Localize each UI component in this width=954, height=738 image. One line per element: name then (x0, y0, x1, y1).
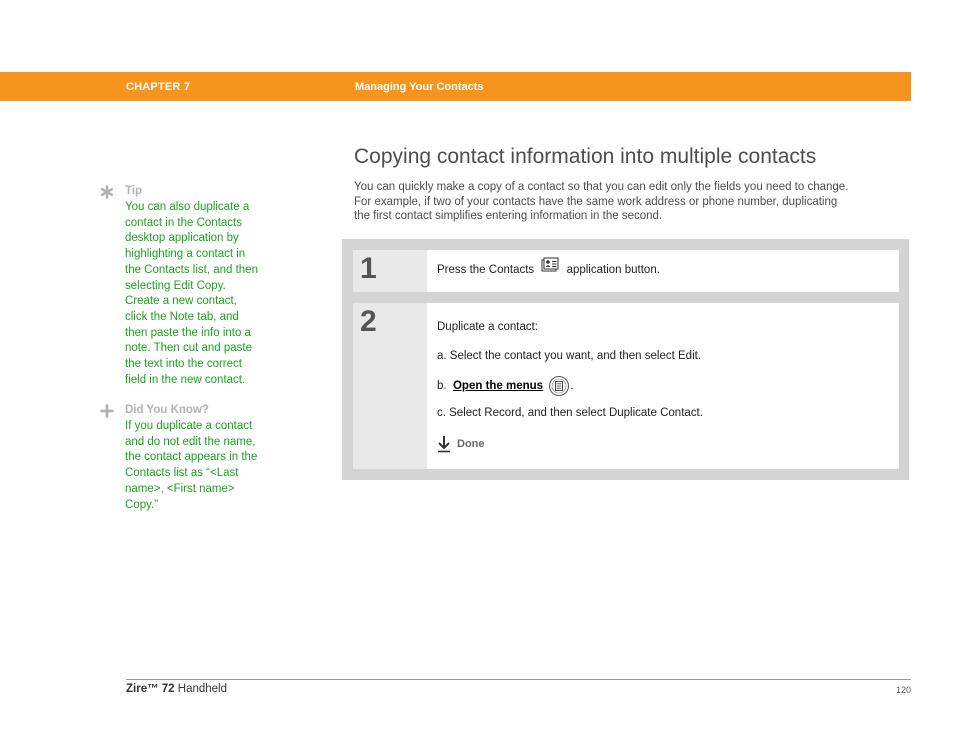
step-1-text (437, 264, 660, 276)
did-you-know-heading: Did You Know? (125, 404, 209, 416)
did-you-know-body (125, 419, 275, 513)
asterisk-icon (100, 185, 114, 199)
tip-body (125, 200, 275, 388)
step-2-sub-b-suffix: . (570, 380, 574, 393)
section-title: Managing Your Contacts (355, 81, 484, 93)
tip-line: Create a new contact, (125, 295, 237, 308)
step-number-cell (353, 303, 427, 469)
intro-line: For example, if two of your contacts have the same work address or phone number, duplicating (354, 195, 838, 208)
tip-line: the Contacts list, and then (125, 263, 258, 276)
did-you-know-line: name>, <First name> (125, 482, 235, 495)
intro-paragraph (354, 180, 910, 224)
step-number-cell (353, 250, 427, 292)
did-you-know-line: Copy.” (125, 498, 159, 511)
tip-line: desktop application by (125, 232, 239, 245)
step-1-text-after: application button. (566, 264, 660, 276)
step-2-sub-c: c. Select Record, and then select Duplicate Contact. (437, 407, 703, 419)
page-number: 120 (895, 685, 911, 695)
did-you-know-line: If you duplicate a contact (125, 420, 253, 432)
did-you-know-line: the contact appears in the (125, 451, 258, 464)
did-you-know-line: and do not edit the name, (125, 435, 256, 448)
tip-line: click the Note tab, and (125, 310, 239, 323)
tip-line: then paste the info into a (125, 326, 251, 339)
step-2-lead: Duplicate a contact: (437, 321, 539, 333)
page-title: Copying contact information into multiple contacts (354, 145, 817, 168)
did-you-know-line: Contacts list as “<Last (125, 467, 239, 480)
step-2-sub-a: a. Select the contact you want, and then select Edit. (437, 350, 702, 362)
footer-rule (126, 679, 911, 680)
footer-product-rest: Handheld (174, 683, 228, 695)
tip-line: highlighting a contact in (125, 248, 246, 261)
tip-line: note. Then cut and paste (125, 342, 253, 355)
done-label: Done (457, 438, 485, 450)
intro-line: the first contact simplifies entering information in the second. (354, 210, 663, 222)
step-1 (353, 250, 899, 292)
tip-line: field in the new contact. (125, 373, 246, 386)
contacts-app-icon (541, 257, 559, 272)
plus-icon (100, 404, 114, 418)
tip-heading: Tip (125, 185, 143, 197)
done-row (437, 435, 485, 453)
intro-line: You can quickly make a copy of a contact so that you can edit only the fields you need to change. (354, 181, 849, 193)
chapter-label: CHAPTER 7 (126, 81, 191, 93)
step-2 (353, 303, 899, 469)
down-arrow-icon (437, 435, 451, 453)
tip-line: contact in the Contacts (125, 216, 242, 229)
tip-line: the text into the correct (125, 358, 242, 371)
step-1-text-before: Press the Contacts (437, 264, 535, 276)
step-2-sub-b (437, 375, 574, 397)
footer-product-bold: Zire™ 72 (126, 683, 175, 695)
open-the-menus-link[interactable]: Open the menus (452, 380, 544, 393)
tip-line: You can also duplicate a (125, 201, 250, 213)
step-number: 1 (360, 252, 377, 285)
menu-icon (548, 375, 570, 397)
step-number: 2 (360, 305, 377, 338)
step-2-sub-b-prefix: b. (437, 380, 447, 393)
tip-line: selecting Edit Copy. (125, 279, 226, 292)
footer-product (126, 683, 227, 695)
